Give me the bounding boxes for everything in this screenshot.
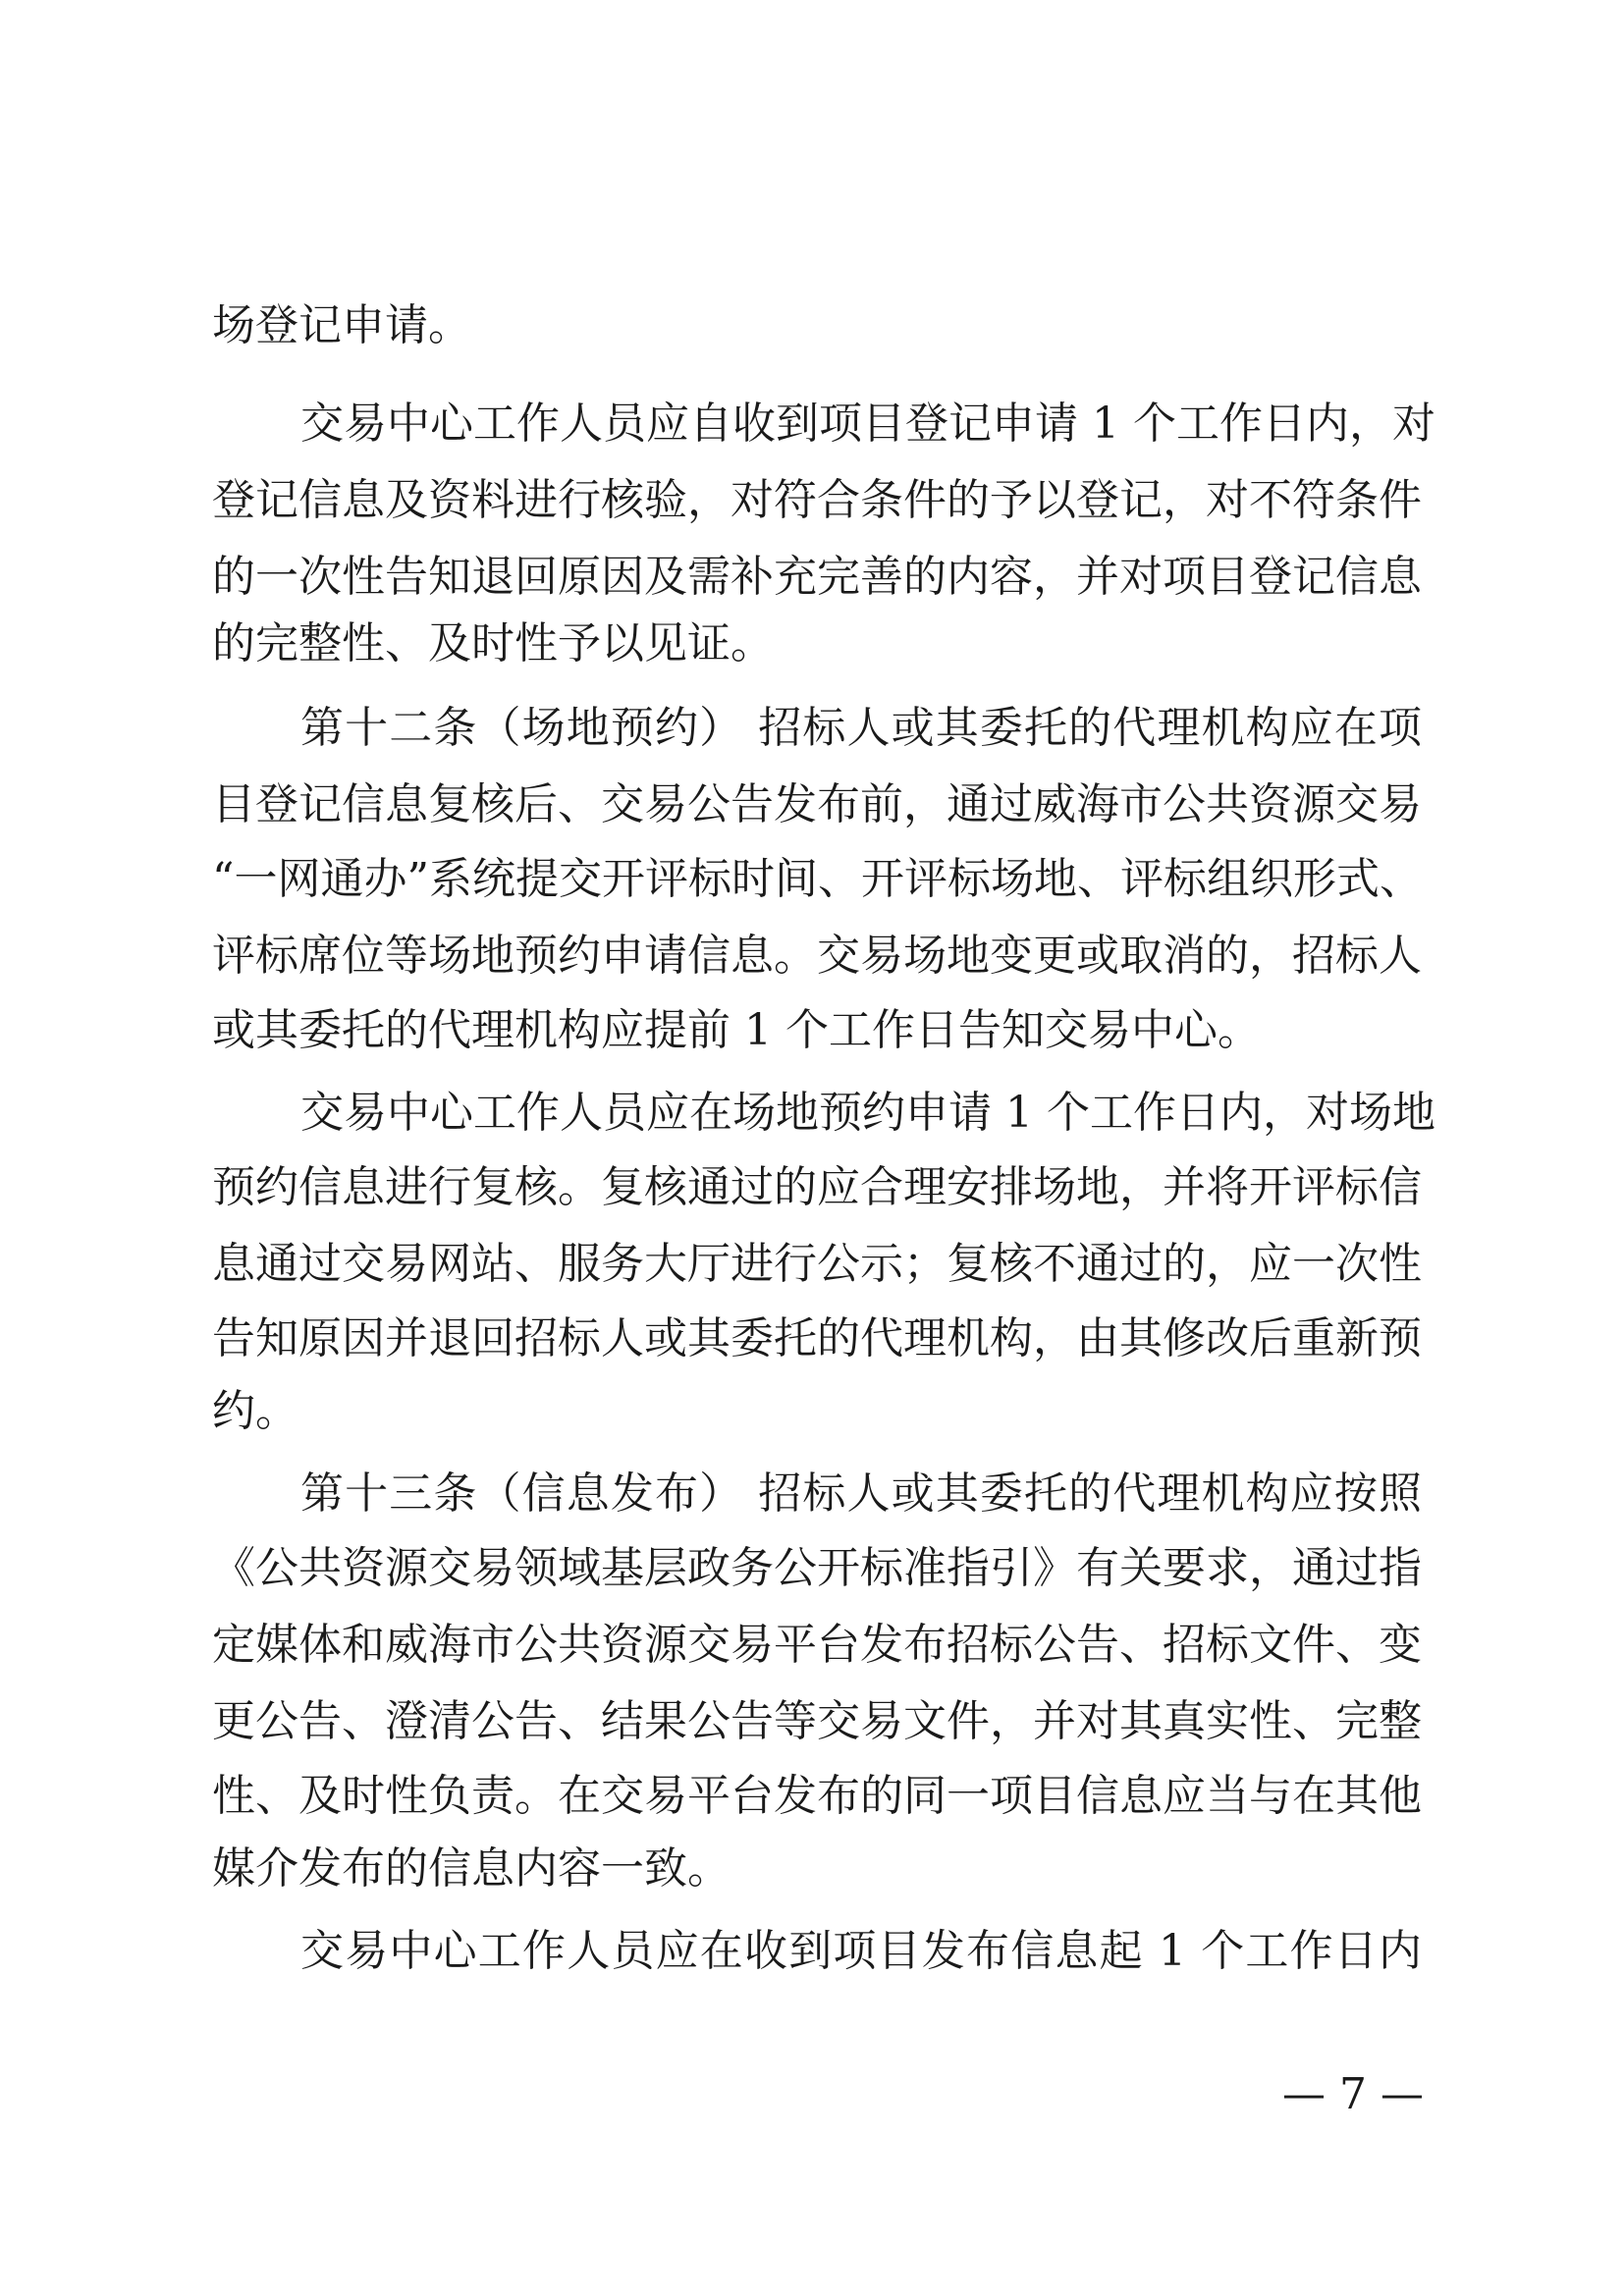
text-line: 预约信息进行复核。复核通过的应合理安排场地，并将开评标信: [212, 1162, 1422, 1212]
text-line: 评标席位等场地预约申请信息。交易场地变更或取消的，招标人: [212, 931, 1422, 981]
text-line: 或其委托的代理机构应提前 1 个工作日告知交易中心。: [212, 1005, 1261, 1055]
text-line: 登记信息及资料进行核验，对符合条件的予以登记，对不符条件: [212, 475, 1422, 525]
article-heading-line: 第十三条（信息发布） 招标人或其委托的代理机构应按照: [300, 1468, 1422, 1519]
text-line: 《公共资源交易领域基层政务公开标准指引》有关要求，通过指: [212, 1543, 1422, 1593]
text-line: 场登记申请。: [212, 300, 471, 350]
text-line: 定媒体和威海市公共资源交易平台发布招标公告、招标文件、变: [212, 1620, 1422, 1670]
text-line: 的完整性、及时性予以见证。: [212, 618, 774, 668]
text-line: 更公告、澄清公告、结果公告等交易文件，并对其真实性、完整: [212, 1696, 1422, 1746]
page-number: — 7 —: [1282, 2069, 1424, 2119]
text-line: 交易中心工作人员应在场地预约申请 1 个工作日内，对场地: [300, 1088, 1435, 1138]
text-line: 交易中心工作人员应在收到项目发布信息起 1 个工作日内: [300, 1926, 1422, 1976]
text-line: 交易中心工作人员应自收到项目登记申请 1 个工作日内，对: [300, 399, 1435, 449]
text-line: 目登记信息复核后、交易公告发布前，通过威海市公共资源交易: [212, 779, 1422, 829]
text-line: 息通过交易网站、服务大厅进行公示；复核不通过的，应一次性: [212, 1239, 1422, 1289]
article-heading-line: 第十二条（场地预约） 招标人或其委托的代理机构应在项: [300, 703, 1422, 753]
text-line: 约。: [212, 1386, 298, 1436]
text-line: 媒介发布的信息内容一致。: [212, 1843, 731, 1894]
text-line: 性、及时性负责。在交易平台发布的同一项目信息应当与在其他: [212, 1771, 1422, 1821]
text-line: 的一次性告知退回原因及需补充完善的内容，并对项目登记信息: [212, 552, 1422, 602]
text-line: “一网通办”系统提交开评标时间、开评标场地、评标组织形式、: [212, 854, 1423, 904]
text-line: 告知原因并退回招标人或其委托的代理机构，由其修改后重新预: [212, 1313, 1422, 1363]
